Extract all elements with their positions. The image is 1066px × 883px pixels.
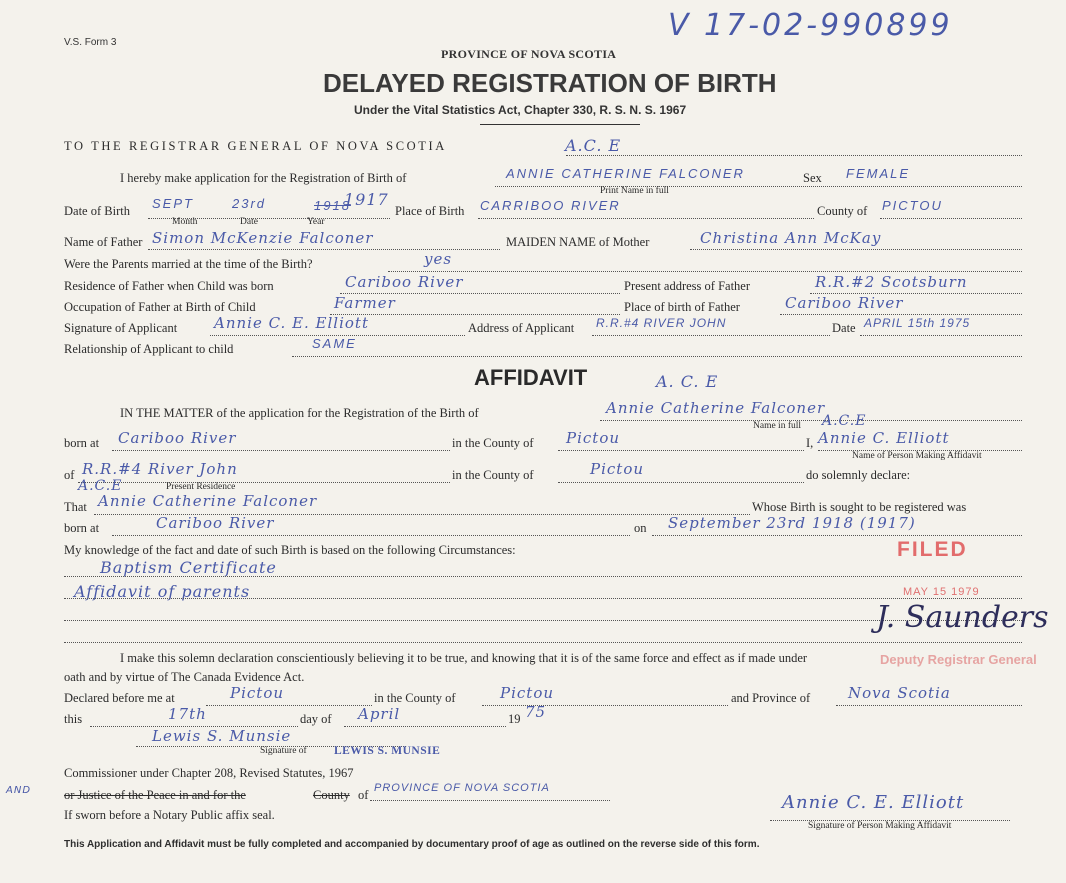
married-value: yes bbox=[424, 250, 453, 268]
county-label: County of bbox=[817, 204, 868, 218]
province-header: PROVINCE OF NOVA SCOTIA bbox=[441, 47, 617, 61]
affiant-name: Annie C. Elliott bbox=[818, 429, 950, 447]
month-caption: Month bbox=[172, 217, 198, 227]
born-at-value-2: Cariboo River bbox=[156, 514, 275, 532]
father-label: Name of Father bbox=[64, 235, 143, 249]
province-value: Nova Scotia bbox=[848, 684, 951, 702]
present-residence-caption: Present Residence bbox=[166, 482, 236, 492]
child-initials: A.C. E bbox=[565, 136, 622, 155]
and-note: AND bbox=[6, 785, 32, 796]
child-name: ANNIE CATHERINE FALCONER bbox=[506, 166, 745, 181]
that-name: Annie Catherine Falconer bbox=[98, 492, 318, 510]
residence-value: Cariboo River bbox=[345, 273, 464, 291]
that-initials: A.C.E bbox=[78, 478, 123, 494]
dob-date: 23rd bbox=[232, 196, 267, 211]
present-address-label: Present address of Father bbox=[624, 279, 751, 293]
residence-label: Residence of Father when Child was born bbox=[64, 279, 274, 293]
whose-birth-text: Whose Birth is sought to be registered was bbox=[752, 500, 967, 514]
date-caption: Date bbox=[240, 217, 258, 227]
place-label: Place of Birth bbox=[395, 204, 465, 218]
born-at-label-2: born at bbox=[64, 521, 100, 535]
filed-stamp: FILED bbox=[897, 538, 968, 561]
signature-of-caption: Signature of bbox=[260, 746, 307, 756]
affiant-initials: A.C.E bbox=[822, 413, 867, 429]
commissioner-text: Commissioner under Chapter 208, Revised Statutes, 1967 bbox=[64, 766, 354, 780]
registrar-signature: J. Saunders bbox=[876, 600, 1049, 635]
form-subtitle: Under the Vital Statistics Act, Chapter 330, R. S. N. S. 1967 bbox=[354, 103, 687, 117]
i-label: I, bbox=[806, 436, 814, 450]
to-registrar-line: TO THE REGISTRAR GENERAL OF NOVA SCOTIA bbox=[64, 139, 447, 153]
matter-name: Annie Catherine Falconer bbox=[606, 399, 826, 417]
county-word: County bbox=[313, 788, 350, 802]
title-rule bbox=[480, 124, 640, 125]
affiant-caption: Name of Person Making Affidavit bbox=[852, 451, 982, 461]
print-name-caption: Print Name in full bbox=[600, 186, 669, 196]
notary-text: If sworn before a Notary Public affix seal. bbox=[64, 808, 275, 822]
justice-value: PROVINCE OF NOVA SCOTIA bbox=[374, 782, 550, 794]
county-value-2: Pictou bbox=[590, 460, 645, 478]
relationship-value: SAME bbox=[312, 336, 357, 351]
dob-month: SEPT bbox=[152, 196, 194, 211]
name-in-full-caption: Name in full bbox=[753, 421, 802, 431]
father-name: Simon McKenzie Falconer bbox=[152, 229, 374, 247]
day-of-label: day of bbox=[300, 712, 332, 726]
county-value-3: Pictou bbox=[500, 684, 555, 702]
year-caption: Year bbox=[307, 217, 325, 227]
matter-text: IN THE MATTER of the application for the Registration of the Birth of bbox=[120, 406, 479, 420]
dob-year-crossed: 1918 bbox=[314, 198, 351, 213]
form-number: V.S. Form 3 bbox=[64, 37, 117, 48]
affidavit-heading-initials: A. C. E bbox=[656, 372, 719, 391]
footer-note: This Application and Affidavit must be fully completed and accompanied by documentary proof of age as outlined on the reverse side of this form. bbox=[64, 839, 760, 850]
applicant-address-label: Address of Applicant bbox=[468, 321, 575, 335]
mother-name: Christina Ann McKay bbox=[700, 229, 882, 247]
oath-text: oath and by virtue of The Canada Evidence Act. bbox=[64, 670, 305, 684]
born-at-label: born at bbox=[64, 436, 100, 450]
declare-text: do solemnly declare: bbox=[806, 468, 911, 482]
born-at-value: Cariboo River bbox=[118, 429, 237, 447]
dob-label: Date of Birth bbox=[64, 204, 130, 218]
form-title: DELAYED REGISTRATION OF BIRTH bbox=[323, 68, 777, 98]
circumstance-1: Baptism Certificate bbox=[100, 558, 277, 577]
month-value: April bbox=[358, 705, 401, 723]
year-value: 75 bbox=[525, 703, 547, 721]
registration-number: V 17-02-990899 bbox=[668, 8, 953, 43]
affiant-signature: Annie C. E. Elliott bbox=[782, 792, 965, 813]
county-label-2: in the County of bbox=[452, 468, 534, 482]
signature-label: Signature of Applicant bbox=[64, 321, 178, 335]
justice-text: or Justice of the Peace in and for the bbox=[64, 788, 246, 802]
relationship-label: Relationship of Applicant to child bbox=[64, 342, 234, 356]
solemn-declaration-text: I make this solemn declaration conscientiously believing it to be true, and knowing that it is of the same force and effect as if made under bbox=[120, 651, 808, 665]
married-label: Were the Parents married at the time of the Birth? bbox=[64, 257, 313, 271]
commissioner-stamp-name: LEWIS S. MUNSIE bbox=[334, 745, 441, 757]
app-date-label: Date bbox=[832, 321, 856, 335]
occupation-label: Occupation of Father at Birth of Child bbox=[64, 300, 256, 314]
affiant-signature-caption: Signature of Person Making Affidavit bbox=[808, 821, 952, 831]
on-date: September 23rd 1918 (1917) bbox=[668, 514, 916, 532]
commissioner-signature: Lewis S. Munsie bbox=[152, 727, 292, 745]
year-prefix: 19 bbox=[508, 712, 521, 726]
intro-label: I hereby make application for the Registration of Birth of bbox=[120, 171, 407, 185]
county-value: PICTOU bbox=[882, 198, 943, 213]
father-birthplace-value: Cariboo River bbox=[785, 294, 904, 312]
day-value: 17th bbox=[168, 705, 207, 723]
this-label: this bbox=[64, 712, 83, 726]
of-word: of bbox=[358, 788, 369, 802]
app-date-value: APRIL 15th 1975 bbox=[864, 316, 971, 330]
of-label: of bbox=[64, 468, 75, 482]
sex-value: FEMALE bbox=[846, 166, 911, 181]
filed-date: MAY 15 1979 bbox=[903, 586, 980, 598]
affidavit-heading: AFFIDAVIT bbox=[474, 365, 588, 390]
on-label: on bbox=[634, 521, 647, 535]
county-label-3: in the County of bbox=[374, 691, 456, 705]
province-label: and Province of bbox=[731, 691, 811, 705]
county-value-1: Pictou bbox=[566, 429, 621, 447]
applicant-signature: Annie C. E. Elliott bbox=[214, 314, 369, 332]
applicant-address-value: R.R.#4 RIVER JOHN bbox=[596, 316, 727, 330]
mother-label: MAIDEN NAME of Mother bbox=[506, 235, 650, 249]
knowledge-text: My knowledge of the fact and date of such Birth is based on the following Circumstances: bbox=[64, 543, 516, 557]
father-birthplace-label: Place of birth of Father bbox=[624, 300, 740, 314]
declared-at-value: Pictou bbox=[230, 684, 285, 702]
that-label: That bbox=[64, 500, 87, 514]
of-value: R.R.#4 River John bbox=[82, 460, 238, 478]
dob-year: 1917 bbox=[344, 190, 389, 209]
present-address-value: R.R.#2 Scotsburn bbox=[815, 273, 968, 291]
circumstance-2: Affidavit of parents bbox=[74, 582, 251, 601]
declared-before-label: Declared before me at bbox=[64, 691, 175, 705]
registrar-office-stamp: Deputy Registrar General bbox=[880, 652, 1037, 667]
occupation-value: Farmer bbox=[334, 294, 396, 312]
sex-label: Sex bbox=[803, 171, 822, 185]
county-label-1: in the County of bbox=[452, 436, 534, 450]
place-value: CARRIBOO RIVER bbox=[480, 198, 621, 213]
